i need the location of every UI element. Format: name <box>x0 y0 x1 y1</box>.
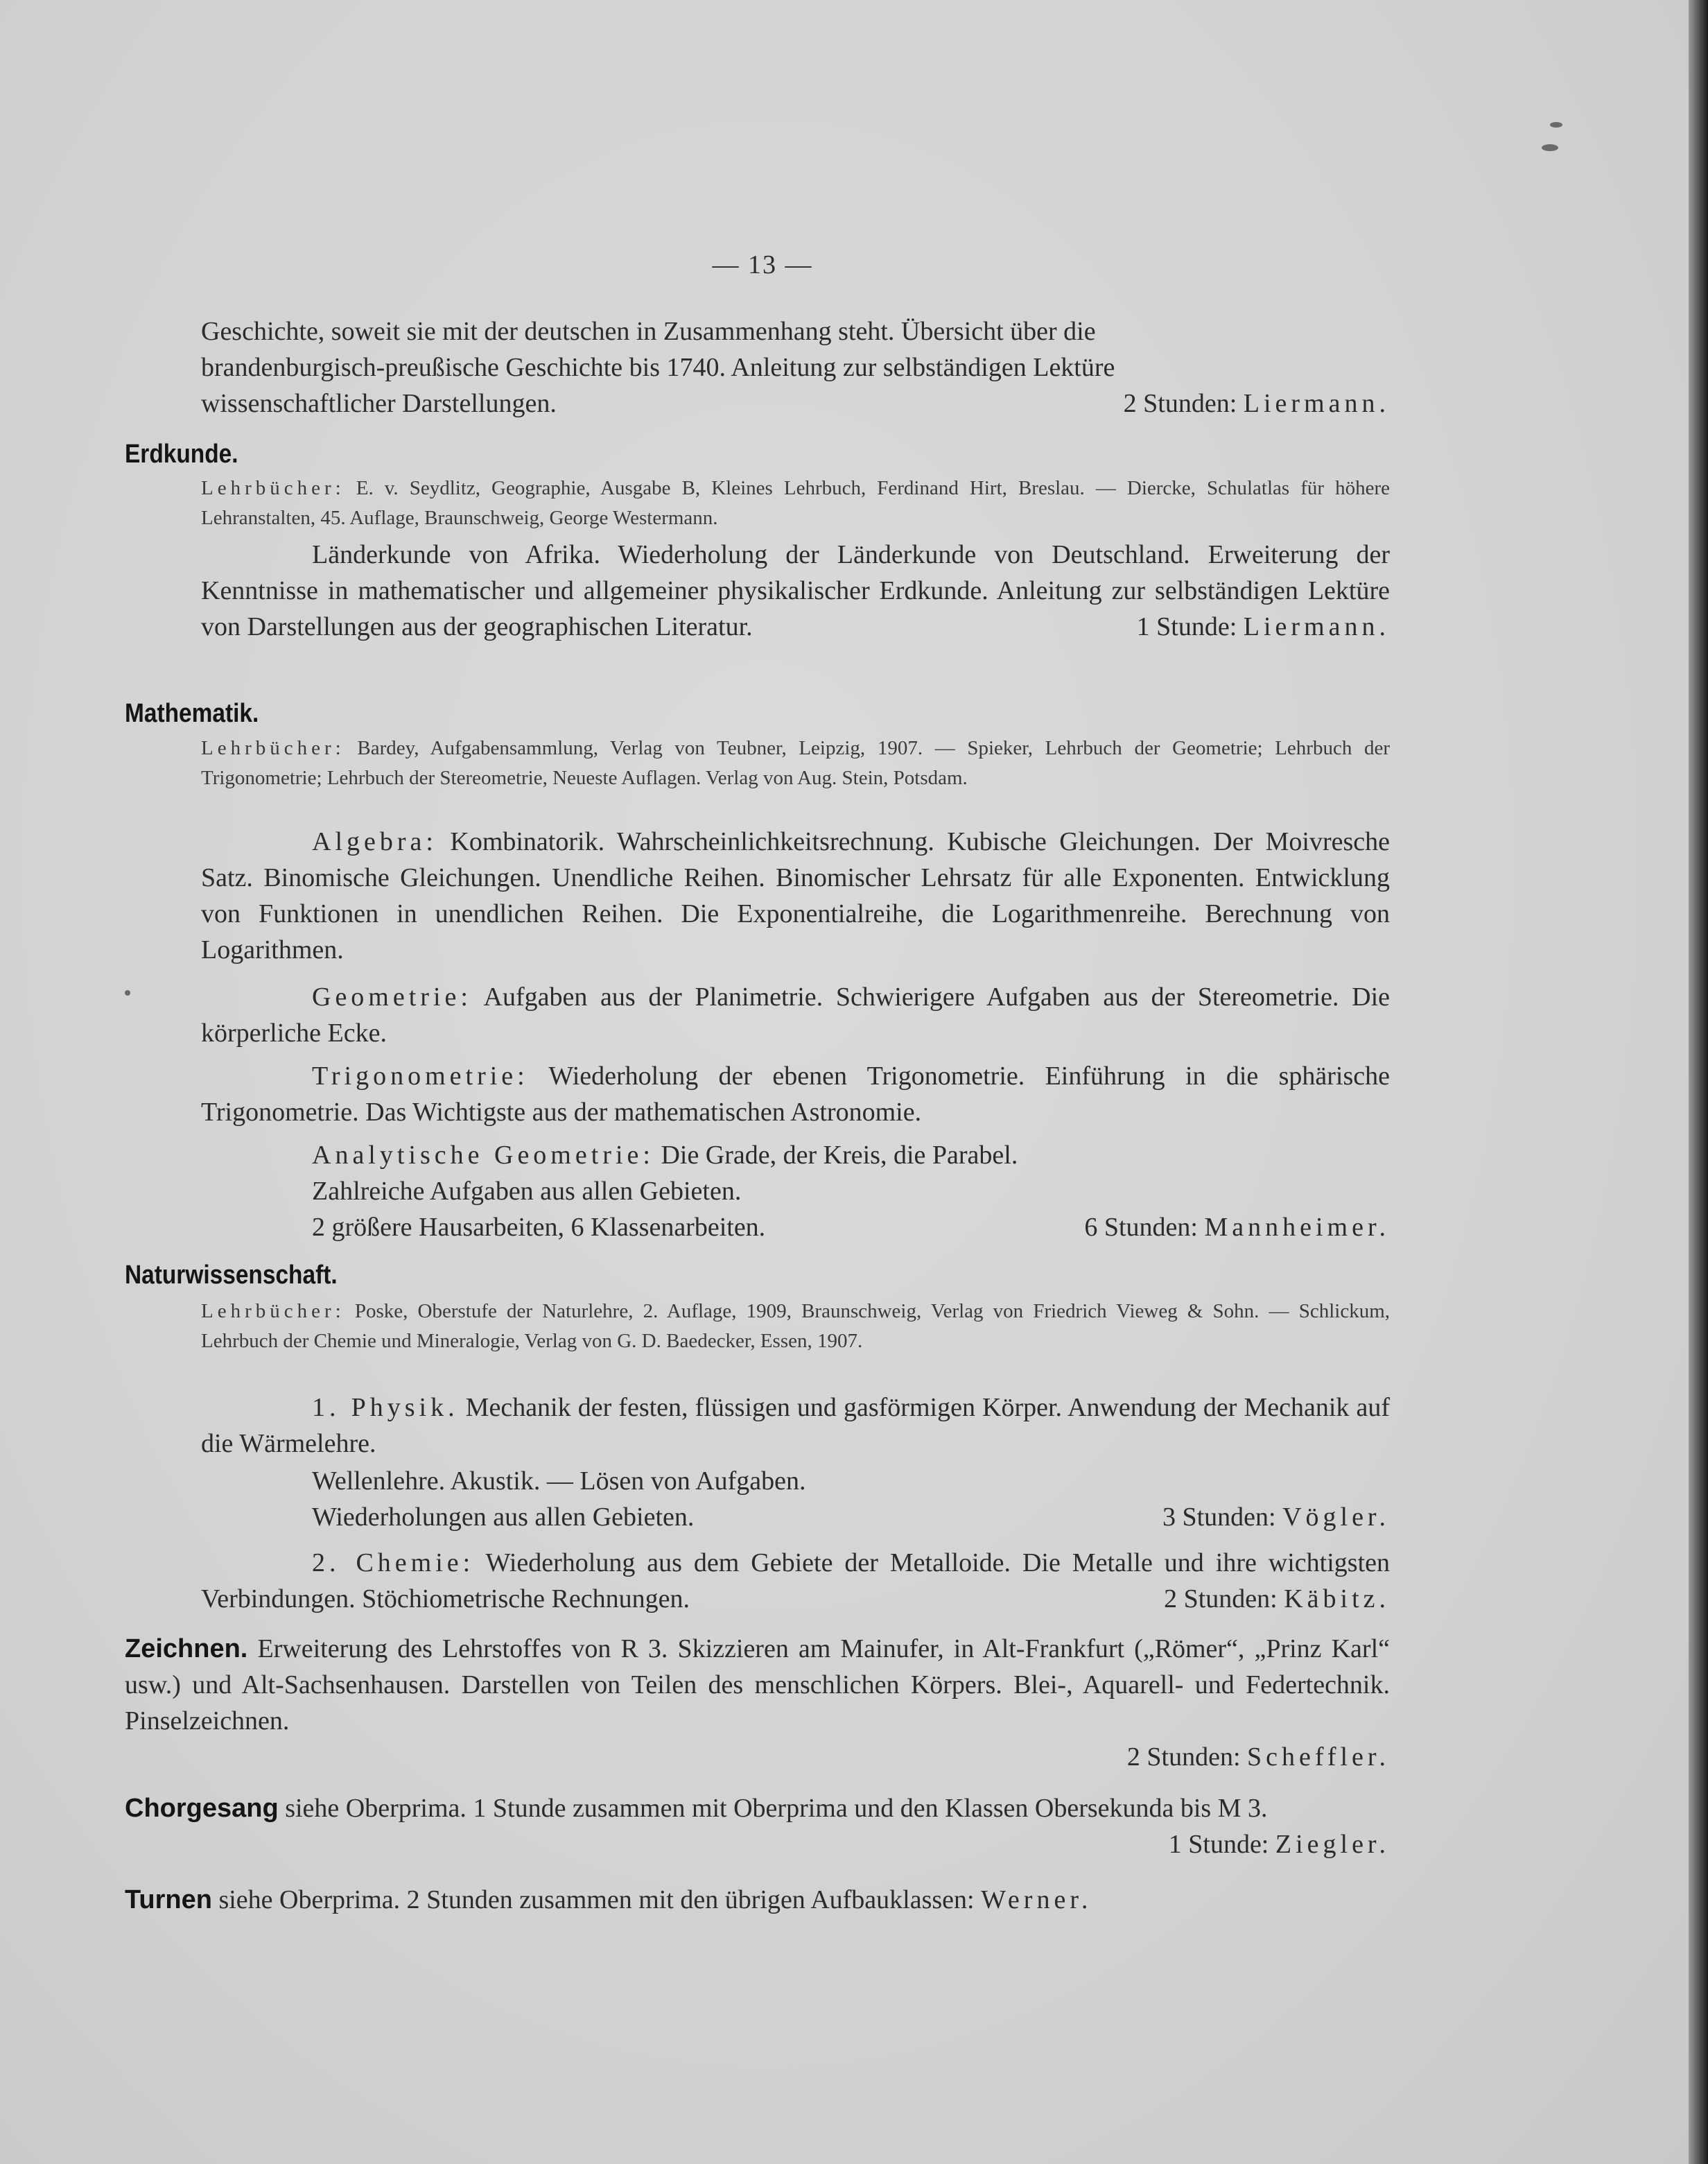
erdkunde-text <box>201 537 1390 645</box>
chemie-label: 2. Chemie: <box>312 1548 475 1577</box>
textbooks-mathematik <box>201 734 1390 793</box>
hours: 1 Stunde: <box>1168 1830 1269 1859</box>
turnen-section <box>125 1882 1390 1918</box>
textbooks-label: Lehrbücher: <box>201 1300 345 1322</box>
paragraph: Wiederholung der ebenen Trigonometrie. Einführung in die sphärische Trigonometrie. Das Wichtigste aus der mathematischen Astronomie. <box>201 1062 1390 1127</box>
hours-teacher <box>1124 386 1390 422</box>
geometrie-label: Geometrie: <box>312 983 472 1012</box>
paragraph: Mechanik der festen, flüssigen und gasförmigen Körper. Anwendung der Mechanik auf die Wärmelehre. <box>201 1393 1391 1458</box>
analytische-label: Analytische Geometrie: <box>312 1141 654 1170</box>
teacher: Werner. <box>981 1885 1092 1914</box>
hours: 3 Stunden: <box>1162 1503 1276 1532</box>
zeichnen-section <box>125 1631 1390 1775</box>
hours-teacher <box>1026 609 1390 645</box>
section-heading-zeichnen: Zeichnen. <box>125 1634 248 1663</box>
teacher: Käbitz. <box>1284 1584 1390 1613</box>
hours: 2 Stunden: <box>1123 389 1237 418</box>
page-number: — 13 — <box>712 250 813 279</box>
paragraph: Erweiterung des Lehrstoffes von R 3. Skizzieren am Mainufer, in Alt-Frankfurt („Römer“, „Prinz Karl“ usw.) und Alt-Sachsenhausen. Darstellen von Teilen des menschlichen Körpers. Blei-, Aquarell- und Federtechnik. Pinselzeichnen. <box>125 1634 1390 1735</box>
ink-speck <box>1550 122 1562 128</box>
hours-teacher <box>1053 1581 1390 1617</box>
text-line: Geschichte, soweit sie mit der deutschen in Zusammenhang steht. Übersicht über die <box>201 317 1096 346</box>
hours: 1 Stunde: <box>1136 612 1237 641</box>
ink-speck <box>1542 144 1558 151</box>
section-heading-naturwissenschaft: Naturwissenschaft. <box>125 1261 338 1290</box>
chorgesang-section <box>125 1790 1390 1862</box>
wellen-line: Wellenlehre. Akustik. — Lösen von Aufgaben. <box>312 1466 806 1496</box>
paragraph: Länderkunde von Afrika. Wiederholung der Länderkunde von Deutschland. Erweiterung der Kenntnisse in mathematischer und allgemeiner physikalischer Erdkunde. Anleitung zur selbständigen Lektüre von Darstellungen aus der geographischen Literatur. <box>201 540 1390 641</box>
paragraph: Kombinatorik. Wahrscheinlichkeitsrechnung. Kubische Gleichungen. Der Moivresche Satz. Binomische Gleichungen. Unendliche Reihen. Binomischer Lehrsatz für alle Exponenten. Entwicklung von Funktionen in unendlichen Reihen. Die Exponentialreihe, die Logarithmenreihe. Berechnung von Logarithmen. <box>201 827 1391 964</box>
hours: 2 Stunden: <box>1164 1584 1278 1613</box>
textbooks-label: Lehrbücher: <box>201 737 345 759</box>
textbooks-text: Bardey, Aufgabensammlung, Verlag von Teubner, Leipzig, 1907. — Spieker, Lehrbuch der Geometrie; Lehrbuch der Trigonometrie; Lehrbuch der Stereometrie, Neueste Auflagen. Verlag von Aug. Stein, Potsdam. <box>201 737 1391 789</box>
hours-teacher <box>125 1739 1390 1775</box>
teacher: Ziegler. <box>1275 1830 1390 1859</box>
section-heading-turnen: Turnen <box>125 1885 212 1914</box>
physik-paragraph <box>201 1390 1390 1462</box>
zahlreiche-line: Zahlreiche Aufgaben aus allen Gebieten. <box>312 1177 742 1206</box>
geschichte-section <box>201 313 1390 422</box>
teacher: Vögler. <box>1282 1503 1390 1532</box>
textbooks-naturwissenschaft <box>201 1297 1390 1356</box>
arbeiten-line <box>201 1209 1390 1245</box>
textbooks-label: Lehrbücher: <box>201 477 345 499</box>
hours: 6 Stunden: <box>1084 1213 1198 1242</box>
paragraph: Wiederholung aus dem Gebiete der Metalloide. Die Metalle und ihre wichtigsten Verbindungen. Stöchiometrische Rechnungen. <box>201 1548 1390 1613</box>
hours: 2 Stunden: <box>1126 1742 1241 1772</box>
teacher: Liermann. <box>1243 612 1390 641</box>
section-heading-mathematik: Mathematik. <box>125 699 259 728</box>
ink-speck <box>125 990 130 996</box>
paragraph: Die Grade, der Kreis, die Parabel. <box>661 1141 1018 1170</box>
hours-teacher <box>973 1209 1390 1245</box>
algebra-label: Algebra: <box>312 827 437 856</box>
geometrie-paragraph <box>201 979 1390 1051</box>
trigonometrie-label: Trigonometrie: <box>312 1062 529 1091</box>
paragraph: siehe Oberprima. 1 Stunde zusammen mit Oberprima und den Klassen Obersekunda bis M 3. <box>285 1794 1268 1823</box>
page-edge-shadow <box>1689 0 1708 2164</box>
paragraph: Aufgaben aus der Planimetrie. Schwierigere Aufgaben aus der Stereometrie. Die körperliche Ecke. <box>201 983 1391 1048</box>
section-heading-erdkunde: Erdkunde. <box>125 440 238 469</box>
textbooks-erdkunde <box>201 474 1390 533</box>
wiederholungen-line <box>201 1499 1390 1535</box>
text-line-start: wissenschaftlicher Darstellungen. <box>201 389 557 418</box>
analytische-paragraph <box>201 1137 1390 1173</box>
hours-teacher <box>1169 1826 1390 1862</box>
chemie-paragraph <box>201 1545 1390 1617</box>
textbooks-text: E. v. Seydlitz, Geographie, Ausgabe B, Kleines Lehrbuch, Ferdinand Hirt, Breslau. — Diercke, Schulatlas für höhere Lehranstalten, 45. Auflage, Braunschweig, George Westermann. <box>201 477 1390 529</box>
trigonometrie-paragraph <box>201 1058 1390 1130</box>
algebra-paragraph <box>201 824 1390 968</box>
paragraph: siehe Oberprima. 2 Stunden zusammen mit den übrigen Aufbauklassen: <box>218 1885 975 1914</box>
teacher: Liermann. <box>1243 389 1390 418</box>
section-heading-chorgesang: Chorgesang <box>125 1794 279 1823</box>
text-line: brandenburgisch-preußische Geschichte bis 1740. Anleitung zur selbständigen Lektüre <box>201 353 1115 382</box>
text-line <box>201 386 1390 422</box>
paragraph: 2 größere Hausarbeiten, 6 Klassenarbeiten. <box>312 1213 766 1242</box>
teacher: Scheffler. <box>1247 1742 1390 1772</box>
hours-teacher <box>1052 1499 1390 1535</box>
textbooks-text: Poske, Oberstufe der Naturlehre, 2. Auflage, 1909, Braunschweig, Verlag von Friedrich Vieweg & Sohn. — Schlickum, Lehrbuch der Chemie und Mineralogie, Verlag von G. D. Baedecker, Essen, 1907. <box>201 1300 1390 1352</box>
physik-label: 1. Physik. <box>312 1393 459 1422</box>
paragraph: Wiederholungen aus allen Gebieten. <box>312 1503 695 1532</box>
teacher: Mannheimer. <box>1204 1213 1390 1242</box>
